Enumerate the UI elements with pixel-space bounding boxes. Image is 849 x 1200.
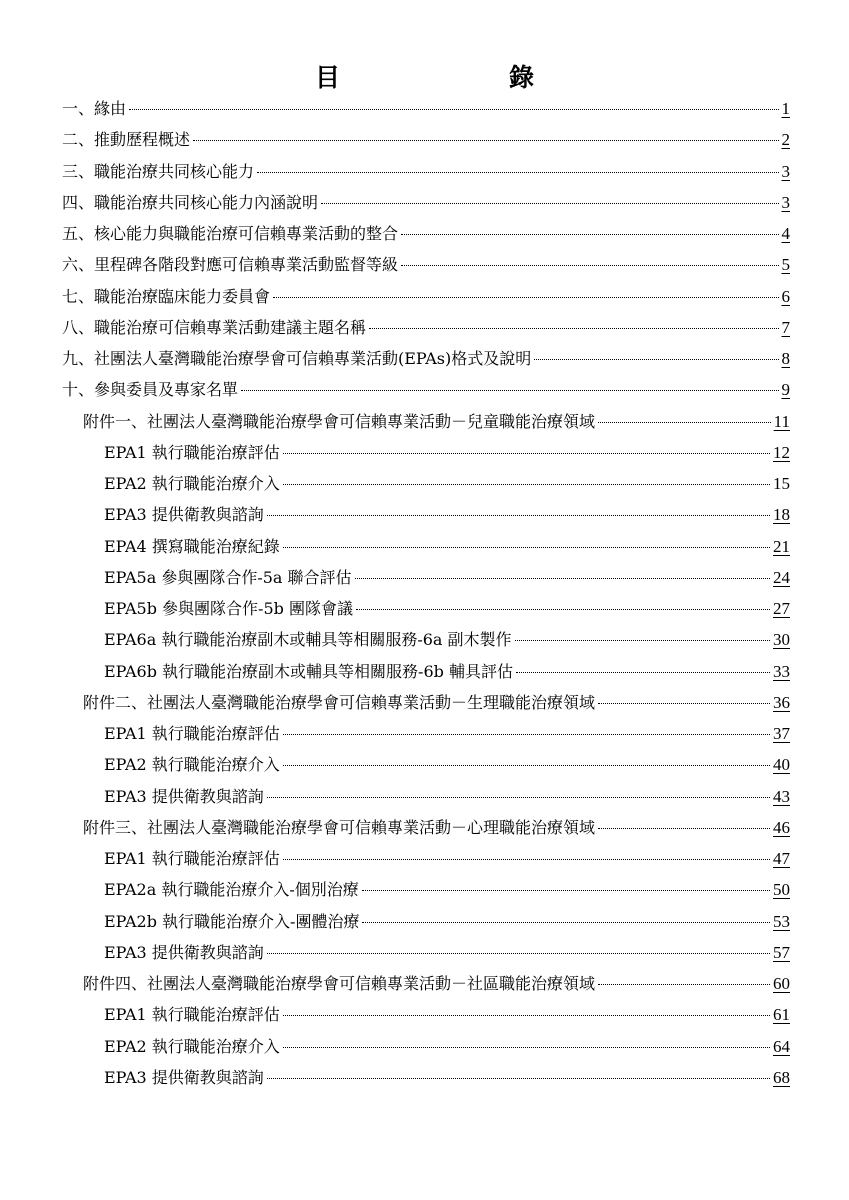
toc-subentry[interactable] (104, 594, 790, 624)
dot-leader (283, 1015, 770, 1016)
toc-page-number[interactable]: 27 (773, 599, 790, 618)
toc-subentry[interactable] (104, 1000, 790, 1030)
page-title: 目 錄 (314, 63, 606, 92)
toc-entry-label: 二、推動歷程概述 (62, 130, 191, 150)
toc-subentry[interactable] (104, 750, 790, 780)
toc-subentry[interactable] (104, 657, 790, 687)
toc-subentry[interactable] (104, 1063, 790, 1093)
toc-page-number[interactable]: 18 (773, 505, 790, 525)
toc-entry[interactable] (62, 282, 790, 312)
toc-page-number[interactable]: 40 (773, 755, 790, 775)
dot-leader (283, 453, 770, 454)
toc-entry-label: 九、社團法人臺灣職能治療學會可信賴專業活動(EPAs)格式及說明 (62, 349, 532, 368)
toc-entry-label: 附件二、社團法人臺灣職能治療學會可信賴專業活動－生理職能治療領域 (83, 692, 596, 712)
toc-entry-label: EPA2 執行職能治療介入 (104, 474, 280, 493)
dot-leader (267, 515, 770, 516)
toc-entry-label: EPA2b 執行職能治療介入-團體治療 (104, 911, 360, 931)
toc-entry[interactable] (62, 375, 790, 405)
toc-entry-label: EPA1 執行職能治療評估 (104, 442, 280, 462)
toc-page-number[interactable]: 1 (781, 99, 790, 118)
dot-leader (321, 203, 778, 204)
dot-leader (355, 578, 770, 579)
dot-leader (257, 172, 778, 173)
toc-entry[interactable] (62, 250, 790, 280)
toc-entry-label: EPA3 提供衛教與諮詢 (104, 942, 264, 962)
toc-page-number[interactable]: 53 (773, 911, 790, 931)
toc-entry-label: EPA6b 執行職能治療副木或輔具等相關服務-6b 輔具評估 (104, 661, 513, 681)
dot-leader (598, 703, 770, 704)
toc-entry-label: 三、職能治療共同核心能力 (62, 161, 255, 181)
toc-appendix-entry[interactable] (83, 688, 790, 718)
dot-leader (356, 609, 770, 610)
toc-page-number[interactable]: 21 (773, 536, 790, 556)
toc-page-number[interactable]: 61 (773, 1005, 790, 1025)
toc-entry[interactable] (62, 313, 790, 343)
dot-leader (283, 1047, 770, 1048)
toc-page-number[interactable]: 64 (773, 1036, 790, 1056)
toc-entry-label: EPA2a 執行職能治療介入-個別治療 (104, 880, 359, 900)
toc-entry-label: 四、職能治療共同核心能力內涵說明 (62, 192, 319, 212)
toc-entry-label: EPA1 執行職能治療評估 (104, 724, 280, 743)
dot-leader (401, 265, 778, 266)
toc-entry[interactable] (62, 125, 790, 155)
toc-subentry[interactable] (104, 782, 790, 812)
dot-leader (267, 953, 770, 954)
toc-page-number[interactable]: 6 (781, 286, 790, 306)
toc-entry-label: EPA1 執行職能治療評估 (104, 1005, 280, 1025)
dot-leader (362, 890, 770, 891)
dot-leader (283, 547, 770, 548)
dot-leader (267, 797, 770, 798)
toc-entry-label: EPA5b 參與團隊合作-5b 團隊會議 (104, 599, 353, 618)
toc-appendix-entry[interactable] (83, 813, 790, 843)
dot-leader (129, 109, 778, 110)
dot-leader (598, 828, 770, 829)
toc-entry-label: EPA5a 參與團隊合作-5a 聯合評估 (104, 567, 352, 587)
dot-leader (193, 140, 778, 141)
toc-entry-label: 附件三、社團法人臺灣職能治療學會可信賴專業活動－心理職能治療領域 (83, 817, 596, 837)
dot-leader (369, 328, 778, 329)
toc-page-number[interactable]: 5 (781, 255, 790, 275)
toc-page-number[interactable]: 7 (781, 317, 790, 337)
toc-subentry[interactable] (104, 563, 790, 593)
toc-page-number[interactable]: 37 (773, 724, 790, 743)
dot-leader (283, 484, 770, 485)
toc-entry[interactable] (62, 219, 790, 249)
dot-leader (283, 859, 770, 860)
toc-page-number[interactable]: 4 (781, 224, 790, 243)
toc-page-number[interactable]: 36 (773, 692, 790, 712)
toc-entry-label: EPA4 撰寫職能治療紀錄 (104, 536, 280, 556)
toc-entry-label: EPA3 提供衛教與諮詢 (104, 505, 264, 525)
toc-page-number[interactable]: 43 (773, 786, 790, 806)
toc-page-number[interactable]: 15 (773, 474, 790, 493)
dot-leader (267, 1078, 770, 1079)
toc-entry[interactable] (62, 188, 790, 218)
dot-leader (598, 984, 770, 985)
toc-page-number[interactable]: 3 (781, 161, 790, 181)
toc-page-number[interactable]: 57 (773, 942, 790, 962)
dot-leader (283, 734, 770, 735)
toc-entry-label: 十、參與委員及專家名單 (62, 380, 239, 400)
toc-page-number[interactable]: 46 (773, 817, 790, 837)
toc-subentry[interactable] (104, 625, 790, 655)
toc-entry-label: 一、緣由 (62, 99, 127, 118)
toc-subentry[interactable] (104, 469, 790, 499)
toc-entry-label: EPA6a 執行職能治療副木或輔具等相關服務-6a 副木製作 (104, 630, 512, 650)
toc-subentry[interactable] (104, 875, 790, 905)
dot-leader (362, 922, 770, 923)
dot-leader (515, 640, 770, 641)
toc-subentry[interactable] (104, 907, 790, 937)
dot-leader (241, 390, 778, 391)
toc-subentry[interactable] (104, 500, 790, 530)
dot-leader (273, 297, 778, 298)
toc-subentry[interactable] (104, 532, 790, 562)
toc-entry-label: 八、職能治療可信賴專業活動建議主題名稱 (62, 317, 367, 337)
dot-leader (516, 672, 770, 673)
toc-subentry[interactable] (104, 938, 790, 968)
toc-page-number[interactable]: 12 (773, 442, 790, 462)
toc-page-number[interactable]: 47 (773, 849, 790, 868)
toc-entry-label: 七、職能治療臨床能力委員會 (62, 286, 271, 306)
toc-subentry[interactable] (104, 844, 790, 874)
toc-page-number[interactable]: 33 (773, 661, 790, 681)
dot-leader (401, 234, 778, 235)
toc-entry-label: 附件四、社團法人臺灣職能治療學會可信賴專業活動－社區職能治療領域 (83, 974, 596, 993)
toc-entry-label: EPA3 提供衛教與諮詢 (104, 1067, 264, 1087)
toc-entry[interactable] (62, 94, 790, 124)
dot-leader (598, 422, 771, 423)
toc-entry-label: EPA2 執行職能治療介入 (104, 755, 280, 775)
toc-page-number[interactable]: 11 (773, 411, 790, 431)
toc-page-number[interactable]: 30 (773, 630, 790, 650)
toc-entry-label: EPA2 執行職能治療介入 (104, 1036, 280, 1056)
toc-entry[interactable] (62, 157, 790, 187)
toc-page-number[interactable]: 9 (781, 380, 790, 400)
dot-leader (534, 359, 778, 360)
toc-page-number[interactable]: 8 (781, 349, 790, 368)
toc-entry-label: 五、核心能力與職能治療可信賴專業活動的整合 (62, 224, 399, 243)
toc-subentry[interactable] (104, 438, 790, 468)
toc-page-number[interactable]: 24 (773, 567, 790, 587)
toc-page-number[interactable]: 60 (773, 974, 790, 993)
toc-appendix-entry[interactable] (83, 969, 790, 999)
toc-page-number[interactable]: 2 (781, 130, 790, 150)
toc-appendix-entry[interactable] (83, 407, 790, 437)
toc-subentry[interactable] (104, 1032, 790, 1062)
toc-page-number[interactable]: 3 (781, 192, 790, 212)
toc-entry-label: EPA3 提供衛教與諮詢 (104, 786, 264, 806)
toc-subentry[interactable] (104, 719, 790, 749)
toc-page-number[interactable]: 68 (773, 1067, 790, 1087)
dot-leader (283, 765, 770, 766)
toc-entry-label: 附件一、社團法人臺灣職能治療學會可信賴專業活動－兒童職能治療領域 (83, 411, 596, 431)
toc-page-number[interactable]: 50 (773, 880, 790, 900)
toc-entry-label: EPA1 執行職能治療評估 (104, 849, 280, 868)
toc-entry[interactable] (62, 344, 790, 374)
toc-entry-label: 六、里程碑各階段對應可信賴專業活動監督等級 (62, 255, 399, 275)
